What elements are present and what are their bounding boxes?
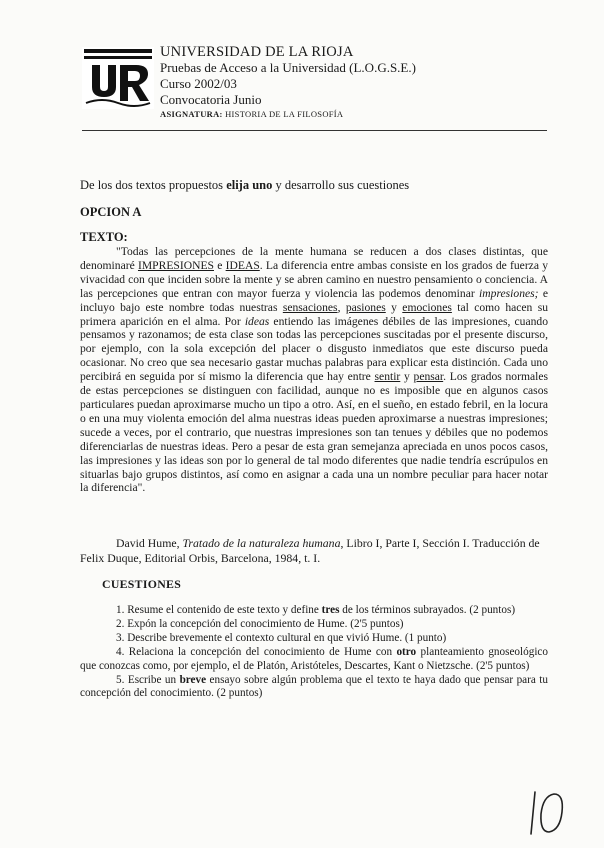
italic-term: ideas — [244, 314, 270, 328]
instructions-text-2: y desarrollo sus cuestiones — [272, 178, 410, 192]
handwritten-page-mark — [527, 786, 567, 838]
question-text: ensayo sobre algún problema que el texto te haya dado que pensar para tu concepción del conocimiento. (2 puntos) — [80, 673, 548, 700]
instructions-text-1: De los dos textos propuestos — [80, 178, 227, 192]
course-year: Curso 2002/03 — [160, 76, 237, 91]
underlined-term: emociones — [402, 300, 452, 314]
header-block — [160, 44, 520, 120]
passage-part: . Los grados normales de estas percepciones se distinguen con facilidad, aunque no es imposible que en algunos casos particulares puedan aproximarse mucho un tipo a otro. Así, en el sueño, en estado febril, en la locura o en una muy violenta emoción del alma nuestras ideas pueden aproximarse a nuestras impresiones; sucede a veces, por el contrario, que nuestras impresiones son tan tenues y débiles que no podemos diferenciarlas de nuestras ideas. Pero a pesar de esta gran semejanza apreciada en unos pocos casos, las impresiones y las ideas son por lo general de tal modo diferentes que nadie tendría escrúpulos en situarlas bajo grupos distintos, así como en asignar a cada una un nombre peculiar para hacer notar la diferencia". — [80, 370, 548, 495]
question-text: 5. Escribe un — [116, 673, 180, 686]
question-item — [80, 604, 548, 618]
subject-name: HISTORIA DE LA FILOSOFÍA — [225, 109, 344, 119]
exam-session: Convocatoria Junio — [160, 92, 262, 107]
italic-term: impresiones; — [479, 286, 539, 300]
question-item — [80, 632, 548, 646]
option-title: OPCION A — [80, 205, 142, 219]
question-item — [80, 674, 548, 702]
underlined-term: sensaciones — [282, 300, 338, 314]
instructions — [80, 178, 409, 193]
questions-list — [80, 604, 548, 701]
question-item — [80, 646, 548, 674]
question-emphasis: breve — [179, 673, 207, 686]
university-name: UNIVERSIDAD DE LA RIOJA — [160, 44, 354, 60]
question-item — [80, 618, 548, 632]
passage-part: "Todas las percepciones de la mente humana se reducen a dos clases distintas, que denominaré — [80, 245, 548, 272]
exam-title: Pruebas de Acceso a la Universidad (L.O.G.S.E.) — [160, 60, 416, 75]
underlined-term: pensar — [413, 370, 444, 384]
hume-passage — [80, 245, 548, 495]
passage-part: , — [337, 300, 346, 314]
university-logo — [82, 47, 154, 109]
passage-part: entiendo las imágenes débiles de las impresiones, cuando pensamos y razonamos; de esta clase son todas las percepciones suscitadas por el presente discurso, por ejemplo, con la sola excepción del placer o disgusto inmediatos que este discurso pueda ocasionar. No creo que sea necesario gastar muchas palabras para explicar esta distinción. Cada uno percibirá en seguida por sí mismo la diferencia que hay entre — [80, 314, 548, 384]
passage-part: y — [385, 300, 403, 314]
passage-part: e incluyo bajo este nombre todas nuestras — [80, 286, 548, 314]
subject-line — [160, 108, 520, 120]
underlined-term: sentir — [374, 370, 401, 384]
question-emphasis: otro — [396, 645, 417, 658]
questions-title: CUESTIONES — [102, 577, 182, 591]
passage-part: e — [214, 258, 226, 272]
citation-title: Tratado de la naturaleza humana — [182, 536, 341, 550]
underlined-term: pasiones — [345, 300, 386, 314]
instructions-emphasis: elija uno — [226, 178, 273, 192]
citation-author: David Hume, — [116, 536, 183, 550]
passage-part: y — [400, 370, 414, 384]
question-text: planteamiento gnoseológico que conozcas como, por ejemplo, el de Platón, Aristóteles, Descartes, Kant o Nietzsche. (2'5 puntos) — [80, 645, 548, 672]
header-divider — [82, 130, 547, 131]
subject-label: ASIGNATURA: — [160, 109, 223, 119]
question-emphasis: tres — [321, 604, 340, 616]
citation — [80, 536, 550, 565]
question-text: 2. Expón la concepción del conocimiento de Hume. (2'5 puntos) — [116, 617, 404, 630]
passage-part: tal como hacen su primera aparición en el alma. Por — [80, 300, 549, 328]
question-text: 1. Resume el contenido de este texto y define — [116, 604, 322, 616]
passage-part: . La diferencia entre ambas consiste en los grados de fuerza y vivacidad con que inciden sobre la mente y se abren camino en nuestro pensamiento o conciencia. A las percepciones que entran con mayor fuerza y violencia las podemos denominar — [80, 258, 549, 300]
question-text: de los términos subrayados. (2 puntos) — [339, 604, 516, 616]
question-text: 4. Relaciona la concepción del conocimiento de Hume con — [116, 645, 397, 658]
citation-details: , Libro I, Parte I, Sección I. Traducción de Felix Duque, Editorial Orbis, Barcelona, 1984, t. I. — [80, 536, 540, 565]
text-label: TEXTO: — [80, 230, 128, 244]
underlined-term: IDEAS — [225, 258, 260, 272]
underlined-term: IMPRESIONES — [137, 258, 214, 272]
question-text: 3. Describe brevemente el contexto cultural en que vivió Hume. (1 punto) — [116, 631, 447, 644]
